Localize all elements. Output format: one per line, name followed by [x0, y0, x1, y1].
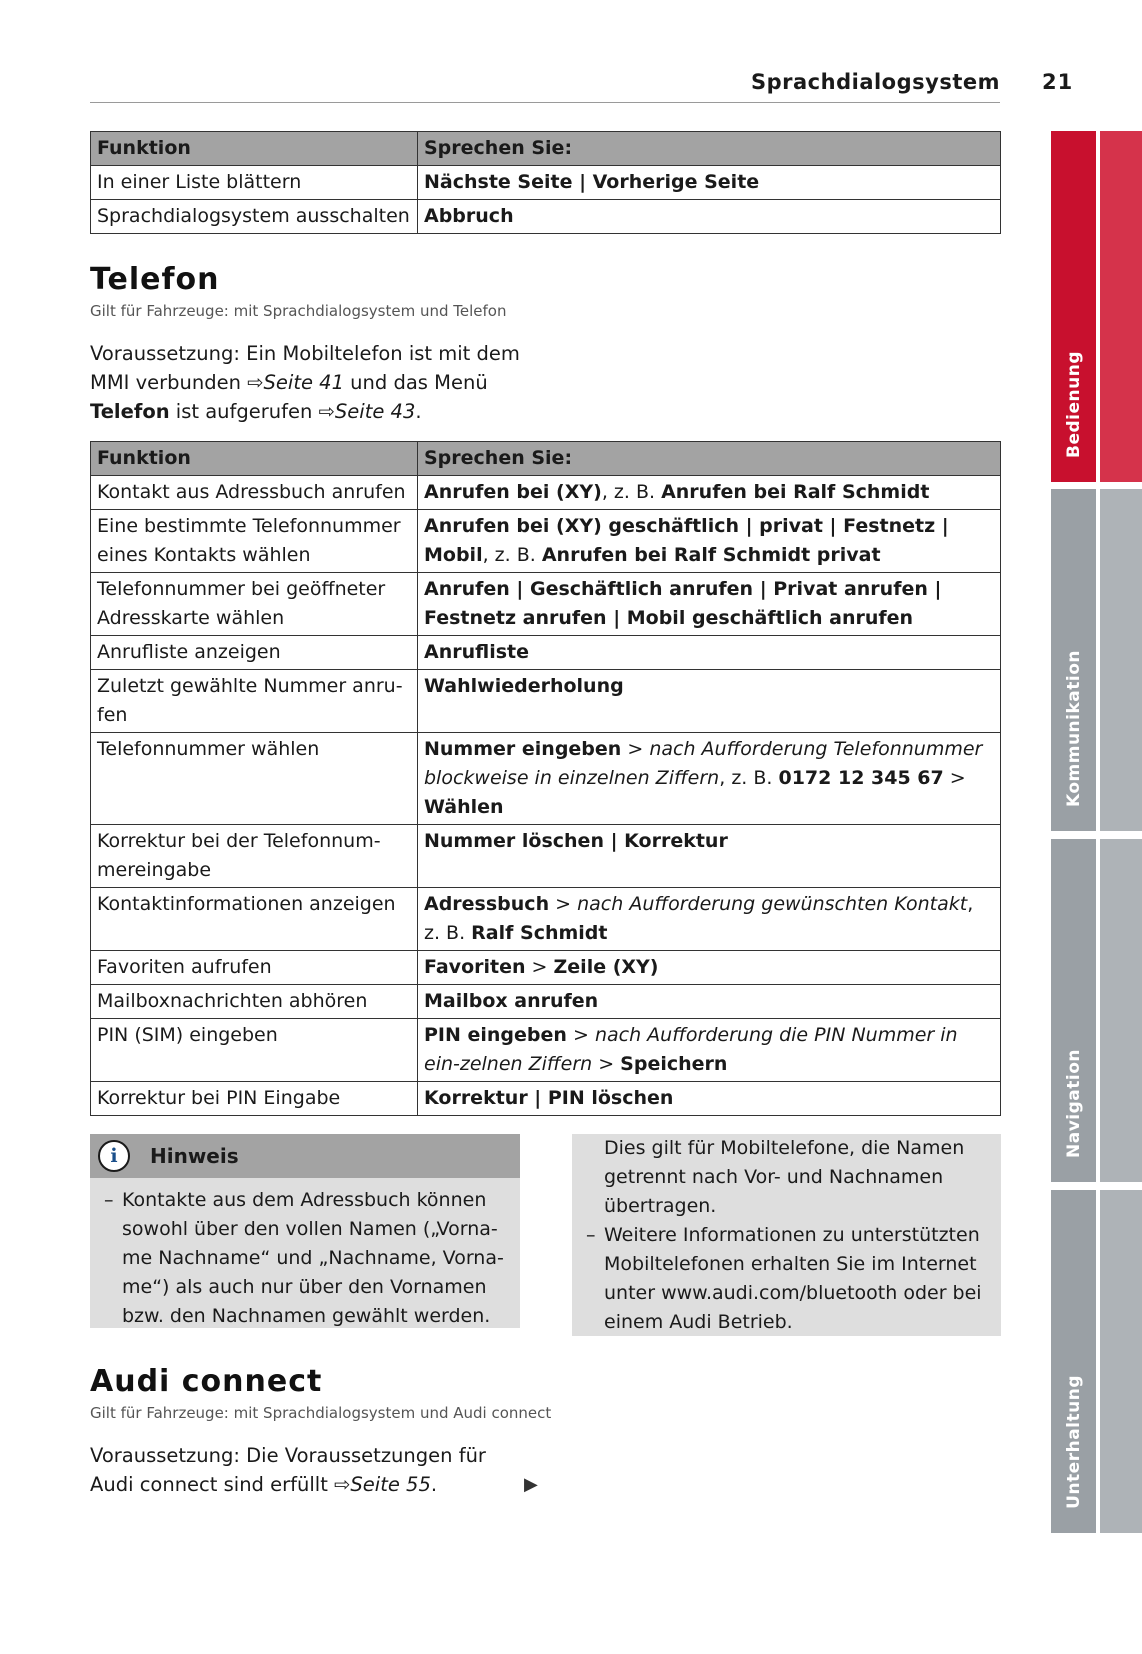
table-row	[91, 1019, 1001, 1082]
column-header-function: Funktion	[91, 132, 418, 166]
note-item: – Weitere Informationen zu unterstützten Mobiltelefonen erhalten Sie im Internet unter www.audi.com/bluetooth oder bei einem Audi Betrieb.	[586, 1224, 982, 1333]
speak-command-cell	[418, 1019, 1001, 1082]
text-run: Favoriten	[424, 956, 526, 978]
text-run: Telefon	[90, 400, 170, 423]
applies-to-audi-connect: Gilt für Fahrzeuge: mit Sprachdialogsystem und Audi connect	[90, 1404, 552, 1422]
text-run: Anrufen bei (XY) geschäftlich | privat | Festnetz | Mobil	[424, 515, 949, 566]
text-run: nach Aufforderung gewünschten Kontakt	[577, 893, 968, 915]
continue-arrow-icon: ▶	[524, 1474, 538, 1495]
speak-command-cell	[418, 670, 1001, 733]
tab-edge	[1100, 489, 1142, 831]
text-run: Seite 55	[350, 1473, 431, 1496]
column-header-function: Funktion	[91, 442, 418, 476]
function-table-general	[90, 131, 1001, 234]
text-run: Anrufen bei Ralf Schmidt privat	[541, 544, 881, 566]
speak-command-cell	[418, 733, 1001, 825]
table-row	[91, 888, 1001, 951]
speak-command-cell	[418, 951, 1001, 985]
table-row	[91, 985, 1001, 1019]
text-run: , z. B.	[482, 544, 542, 566]
text-run: Voraussetzung: Die Voraussetzungen für Audi connect sind erfüllt	[90, 1444, 486, 1496]
text-run: Anrufen bei Ralf Schmidt	[661, 481, 930, 503]
section-title-telefon: Telefon	[90, 262, 220, 297]
text-run: >	[566, 1024, 595, 1046]
text-run: Wählen	[424, 796, 504, 818]
text-run: >	[549, 893, 578, 915]
tab-label-unterhaltung: Unterhaltung	[1063, 1375, 1084, 1509]
applies-to-telefon: Gilt für Fahrzeuge: mit Sprachdialogsystem und Telefon	[90, 302, 507, 320]
text-run: Anrufliste	[424, 641, 530, 663]
speak-command-cell	[418, 888, 1001, 951]
running-header	[90, 68, 1000, 103]
tab-edge	[1100, 839, 1142, 1182]
audi-connect-prerequisite	[90, 1441, 510, 1499]
function-cell: Telefonnummer bei geöffneter Adresskarte wählen	[91, 573, 418, 636]
table-header-row	[91, 132, 1001, 166]
text-run: Korrektur | PIN löschen	[424, 1087, 674, 1109]
function-cell: Favoriten aufrufen	[91, 951, 418, 985]
text-run: ⇨	[334, 1473, 351, 1496]
section-title-audi-connect: Audi connect	[90, 1364, 323, 1399]
tab-bedienung[interactable]	[1051, 131, 1142, 482]
note-box-continued	[572, 1134, 1001, 1336]
text-run: 0172 12 345 67	[778, 767, 944, 789]
function-table-telefon	[90, 441, 1001, 1116]
function-cell: Telefonnummer wählen	[91, 733, 418, 825]
text-run: ⇨	[247, 371, 264, 394]
text-run: Seite 43	[334, 400, 416, 423]
table-header-row	[91, 442, 1001, 476]
table-row	[91, 1082, 1001, 1116]
text-run: Nummer löschen | Korrektur	[424, 830, 728, 852]
note-item: – Kontakte aus dem Adressbuch können sowohl über den vollen Namen („Vorna-me Nachname“ und „Nachname, Vorna-me“) als auch nur über den Vornamen bzw. den Nachnamen gewählt werden.	[104, 1189, 504, 1327]
table-row	[91, 200, 1001, 234]
text-run: Seite 41	[263, 371, 344, 394]
function-cell: PIN (SIM) eingeben	[91, 1019, 418, 1082]
text-run: Mailbox anrufen	[424, 990, 599, 1012]
table-row	[91, 573, 1001, 636]
text-run: .	[430, 1473, 438, 1496]
table-row	[91, 510, 1001, 573]
text-run: nach Aufforderung Telefonnummer blockweise in einzelnen Ziffern	[424, 738, 983, 789]
tab-label-kommunikation: Kommunikation	[1063, 649, 1084, 807]
text-run: ist aufgerufen	[169, 400, 319, 423]
speak-command-cell	[418, 200, 1001, 234]
table-row	[91, 476, 1001, 510]
text-run: ⇨	[318, 400, 335, 423]
telefon-prerequisite	[90, 339, 530, 426]
text-run: , z. B.	[719, 767, 779, 789]
text-run: Abbruch	[424, 205, 514, 227]
speak-command-cell	[418, 636, 1001, 670]
text-run: nach Aufforderung die PIN Nummer in ein-zelnen Ziffern	[424, 1024, 958, 1075]
speak-command-cell	[418, 573, 1001, 636]
speak-command-cell	[418, 510, 1001, 573]
tab-kommunikation[interactable]	[1051, 489, 1142, 831]
speak-command-cell	[418, 825, 1001, 888]
note-item-continued: Dies gilt für Mobiltelefone, die Namen getrennt nach Vor- und Nachnamen übertragen.	[604, 1137, 965, 1217]
note-body-right	[586, 1134, 991, 1337]
speak-command-cell	[418, 985, 1001, 1019]
tab-edge	[1100, 1190, 1142, 1533]
text-run: .	[415, 400, 422, 423]
text-run: >	[943, 767, 966, 789]
function-cell: Anrufliste anzeigen	[91, 636, 418, 670]
table-row	[91, 166, 1001, 200]
text-run: Adressbuch	[424, 893, 550, 915]
text-run: Voraussetzung: Ein Mobiltelefon ist mit dem MMI verbunden	[90, 342, 520, 394]
function-cell: In einer Liste blättern	[91, 166, 418, 200]
function-cell: Korrektur bei der Telefonnum-mereingabe	[91, 825, 418, 888]
function-cell: Kontaktinformationen anzeigen	[91, 888, 418, 951]
text-run: Ralf Schmidt	[471, 922, 608, 944]
text-run: >	[621, 738, 650, 760]
function-cell: Korrektur bei PIN Eingabe	[91, 1082, 418, 1116]
table-row	[91, 951, 1001, 985]
text-run: Nächste Seite | Vorherige Seite	[424, 171, 760, 193]
table-row	[91, 733, 1001, 825]
text-run: PIN eingeben	[424, 1024, 567, 1046]
table-row	[91, 670, 1001, 733]
tab-label-navigation: Navigation	[1063, 1049, 1084, 1158]
text-run: und das Menü	[343, 371, 488, 394]
speak-command-cell	[418, 1082, 1001, 1116]
text-run: Wahlwiederholung	[424, 675, 624, 697]
speak-command-cell	[418, 166, 1001, 200]
tab-label-bedienung: Bedienung	[1063, 351, 1084, 458]
function-cell: Kontakt aus Adressbuch anrufen	[91, 476, 418, 510]
function-cell: Eine bestimmte Telefonnummer eines Kontakts wählen	[91, 510, 418, 573]
function-cell: Zuletzt gewählte Nummer anru-fen	[91, 670, 418, 733]
note-body-left	[104, 1186, 504, 1331]
info-icon: i	[98, 1140, 130, 1172]
text-run: Speichern	[620, 1053, 728, 1075]
note-header	[90, 1134, 520, 1178]
text-run: Nummer eingeben	[424, 738, 622, 760]
note-title: Hinweis	[150, 1144, 239, 1168]
text-run: >	[592, 1053, 621, 1075]
text-run: , z. B.	[601, 481, 662, 503]
speak-command-cell	[418, 476, 1001, 510]
column-header-speak: Sprechen Sie:	[418, 132, 1001, 166]
text-run: >	[525, 956, 554, 978]
column-header-speak: Sprechen Sie:	[418, 442, 1001, 476]
page-number: 21	[1042, 70, 1074, 94]
table-row	[91, 636, 1001, 670]
text-run: Zeile (XY)	[553, 956, 659, 978]
tab-navigation[interactable]	[1051, 839, 1142, 1182]
header-title: Sprachdialogsystem	[751, 70, 1000, 94]
tab-unterhaltung[interactable]	[1051, 1190, 1142, 1533]
function-cell: Sprachdialogsystem ausschalten	[91, 200, 418, 234]
text-run: , z. B.	[424, 893, 974, 944]
tab-edge	[1100, 131, 1142, 482]
note-box	[90, 1134, 520, 1328]
text-run: Anrufen bei (XY)	[424, 481, 602, 503]
function-cell: Mailboxnachrichten abhören	[91, 985, 418, 1019]
table-row	[91, 825, 1001, 888]
text-run: Anrufen | Geschäftlich anrufen | Privat anrufen | Festnetz anrufen | Mobil geschäftlich anrufen	[424, 578, 942, 629]
